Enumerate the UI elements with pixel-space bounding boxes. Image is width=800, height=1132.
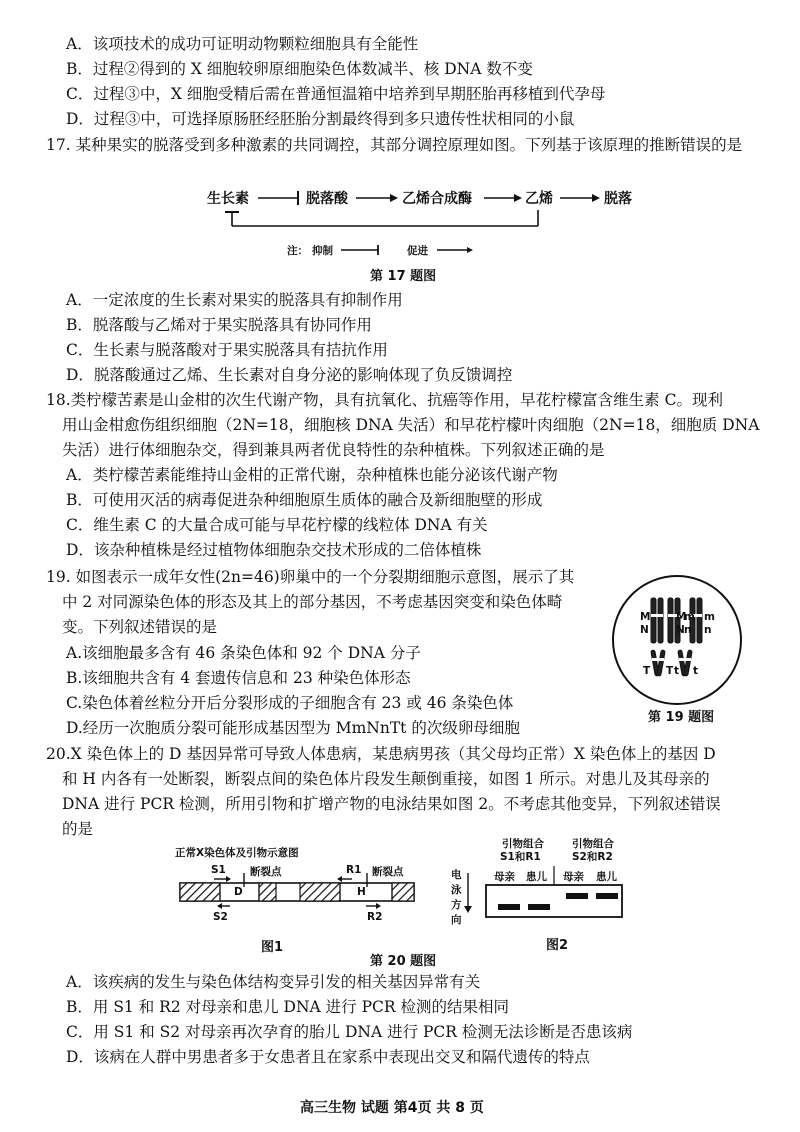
q20-option-c: C．用 S1 和 S2 对母亲再次孕育的胎儿 DNA 进行 PCR 检测无法诊断是否患该病 [66,1023,633,1041]
q17-caption: 第 17 题图 [370,269,437,284]
q20-fig2-lane-mother1: 母亲 [494,871,515,883]
q20-stem-line3: DNA 进行 PCR 检测，所用引物和扩增产物的电泳结果如图 2。不考虑其他变异，下列叙述错误 [62,795,721,813]
q16-option-d: D．过程③中，可选择原肠胚经胚胎分割最终得到多只遗传性状相同的小鼠 [66,110,575,128]
q20-stem-line2: 和 H 内各有一处断裂，断裂点间的染色体片段发生颠倒重接，如图 1 所示。对患儿及其母亲的 [62,770,710,788]
q20-fig2-lane-patient2: 患儿 [596,871,617,883]
q19-stem-line2: 中 2 对同源染色体的形态及其上的部分基因，不考虑基因突变和染色体畸 [62,593,563,611]
q19-option-d: D.经历一次胞质分裂可能形成基因型为 MmNnTt 的次级卵母细胞 [66,719,520,737]
q20-fig2-combo1-title: 引物组合 [502,838,544,850]
gel-band-mother-combo2 [566,893,588,899]
gel-band-patient-combo1 [528,904,550,910]
q18-option-a: A．类柠檬苦素能维持山金柑的正常代谢，杂种植株也能分泌该代谢产物 [66,466,558,484]
q20-fig1-gene-h: H [357,886,366,898]
q19-option-c: C.染色体着丝粒分开后分裂形成的子细胞含有 23 或 46 条染色体 [66,694,514,712]
q19-option-b: B.该细胞共含有 4 套遗传信息和 23 种染色体形态 [66,669,411,687]
q20-fig1-r2: R2 [367,911,383,923]
q20-fig2-dir-2: 泳 [451,884,462,896]
q20-stem-line4: 的是 [62,820,94,838]
q18-stem-line1: 18.类柠檬苦素是山金柑的次生代谢产物，具有抗氧化、抗癌等作用，早花柠檬富含维生素 C。现利 [46,391,723,409]
q18-stem-line2: 用山金柑愈伤组织细胞（2N=18，细胞核 DNA 失活）和早花柠檬叶肉细胞（2N=18，细胞质 DNA [62,416,760,434]
q19-gene-n3: n [684,624,692,636]
q18-option-d: D．该杂种植株是经过植物体细胞杂交技术形成的二倍体植株 [66,541,482,559]
q20-fig1-r1: R1 [346,864,362,876]
q20-fig2-dir-3: 方 [451,899,462,911]
q20-fig2-combo2-primers: S2和R2 [572,851,613,863]
q17-option-a: A．一定浓度的生长素对果实的脱落具有抑制作用 [66,291,403,309]
q19-gene-n2: N [676,624,685,636]
q19-gene-m2: M [676,611,687,623]
gel-band-mother-combo1 [498,904,520,910]
q19-gene-n4: n [704,624,712,636]
q17-option-d: D．脱落酸通过乙烯、生长素对自身分泌的影响体现了负反馈调控 [66,366,513,384]
q17-node-ethylene-synthase: 乙烯合成酶 [402,191,472,207]
q20-option-b: B．用 S1 和 R2 对母亲和患儿 DNA 进行 PCR 检测的结果相同 [66,998,509,1016]
q19-gene-n1: N [640,624,649,636]
q20-option-d: D．该病在人群中男患者多于女患者且在家系中表现出交叉和隔代遗传的特点 [66,1048,590,1066]
q19-gene-t2: T [666,665,674,677]
q18-stem-line3: 失活）进行体细胞杂交，得到兼具两者优良特性的杂种植株。下列叙述正确的是 [62,441,605,459]
q17-option-b: B．脱落酸与乙烯对于果实脱落具有协同作用 [66,316,372,334]
q19-gene-t4: t [693,665,699,677]
q20-fig1-s1: S1 [211,864,226,876]
q20-option-a: A．该疾病的发生与染色体结构变异引发的相关基因异常有关 [66,973,481,991]
gel-band-patient-combo2 [596,893,618,899]
q20-fig2-dir-1: 电 [451,869,462,881]
q17-legend-note: 注： [287,245,308,257]
q19-stem-line3: 变。下列叙述错误的是 [62,618,218,636]
q17-stem: 17. 某种果实的脱落受到多种激素的共同调控，其部分调控原理如图。下列基于该原理的推断错误的是 [46,136,743,154]
q17-legend-promote: 促进 [407,245,428,257]
q16-option-a: A．该项技术的成功可证明动物颗粒细胞具有全能性 [66,35,419,53]
q20-fig2-combo2-title: 引物组合 [572,838,614,850]
q20-fig2-lane-mother2: 母亲 [563,871,584,883]
q20-stem-line1: 20.X 染色体上的 D 基因异常可导致人体患病，某患病男孩（其父母均正常）X 染色体上的基因 D [46,745,716,763]
q17-node-aba: 脱落酸 [306,191,348,207]
q17-node-auxin: 生长素 [207,191,249,207]
q19-gene-m1: M [640,611,651,623]
q20-fig2-lane-patient1: 患儿 [526,871,547,883]
q20-fig1-break-1: 断裂点 [250,866,282,878]
q19-stem-line1: 19. 如图表示一成年女性(2n=46)卵巢中的一个分裂期细胞示意图，展示了其 [46,568,575,586]
q17-node-ethylene: 乙烯 [525,191,553,207]
q17-node-abscission: 脱落 [604,191,632,207]
q19-gene-m3: m [684,611,695,623]
q19-option-a: A.该细胞最多含有 46 条染色体和 92 个 DNA 分子 [66,644,421,662]
q20-fig1-title: 正常X染色体及引物示意图 [175,847,299,859]
q20-fig2-combo1-primers: S1和R1 [500,851,541,863]
q17-legend-inhibit: 抑制 [312,245,333,257]
q16-option-c: C．过程③中，X 细胞受精后需在普通恒温箱中培养到早期胚胎再移植到代孕母 [66,85,606,103]
q18-option-c: C．维生素 C 的大量合成可能与早花柠檬的线粒体 DNA 有关 [66,516,488,534]
q20-fig1-s2: S2 [213,911,228,923]
q20-fig2-label: 图2 [546,938,569,953]
q20-fig2-dir-4: 向 [451,914,462,926]
q17-option-c: C．生长素与脱落酸对于果实脱落具有拮抗作用 [66,341,388,359]
q19-caption: 第 19 题图 [648,710,715,725]
page-footer: 高三生物 试题 第4页 共 8 页 [300,1100,484,1116]
q20-fig1-break-2: 断裂点 [372,866,404,878]
q20-fig1-gene-d: D [234,886,243,898]
q18-option-b: B．可使用灭活的病毒促进杂种细胞原生质体的融合及新细胞壁的形成 [66,491,543,509]
q19-gene-m4: m [704,611,715,623]
q19-gene-t1: T [643,665,651,677]
q16-option-b: B．过程②得到的 X 细胞较卵原细胞染色体数减半、核 DNA 数不变 [66,60,533,78]
q20-caption: 第 20 题图 [370,954,437,969]
q20-fig1-label: 图1 [261,940,284,955]
q19-gene-t3: t [674,665,680,677]
